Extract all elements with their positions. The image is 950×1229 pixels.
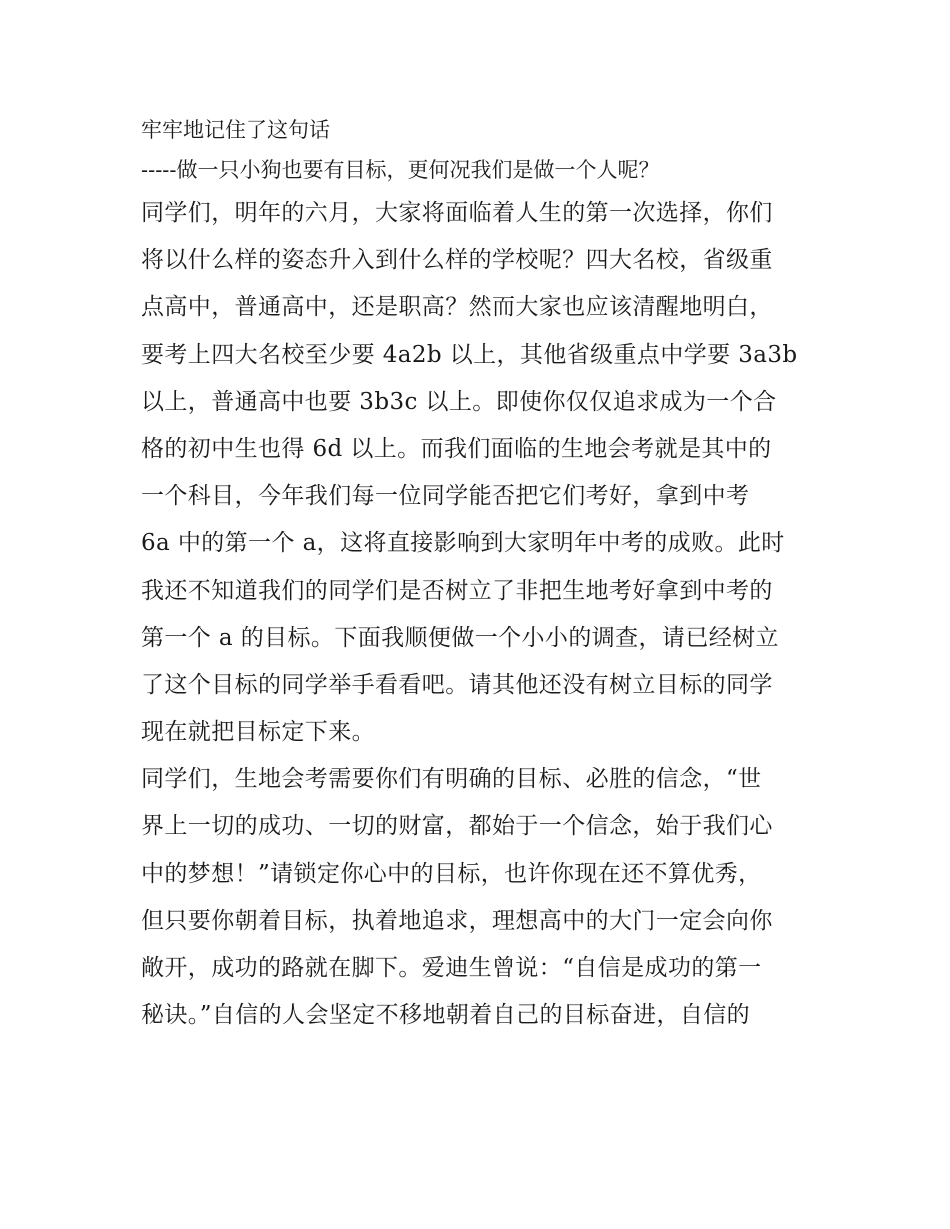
text-line: 点高中，普通高中，还是职高？然而大家也应该清醒地明白，: [141, 294, 773, 321]
text-line: 同学们，明年的六月，大家将面临着人生的第一次选择，你们: [141, 200, 773, 226]
paragraph: [141, 190, 821, 756]
text-line: 第一个 a 的目标。下面我顺便做一个小小的调查，请已经树立: [141, 624, 779, 651]
text-line: 格的初中生也得 6d 以上。而我们面临的生地会考就是其中的: [141, 435, 772, 462]
text-line: 中的梦想！”请锁定你心中的目标，也许你现在还不算优秀，: [141, 860, 762, 887]
text-line: 要考上四大名校至少要 4a2b 以上，其他省级重点中学要 3a3b: [141, 341, 798, 368]
text-line: 牢牢地记住了这句话: [141, 118, 330, 142]
text-line: 将以什么样的姿态升入到什么样的学校呢？四大名校，省级重: [141, 247, 773, 274]
document-body: [141, 110, 821, 1039]
text-line: 秘诀。”自信的人会坚定不移地朝着自己的目标奋进，自信的: [141, 1002, 751, 1029]
text-line: 以上，普通高中也要 3b3c 以上。即使你仅仅追求成为一个合: [141, 388, 777, 415]
text-line: -----做一只小狗也要有目标，更何况我们是做一个人呢？: [141, 158, 660, 182]
paragraph: [141, 756, 821, 1039]
text-line: 了这个目标的同学举手看看吧。请其他还没有树立目标的同学: [141, 671, 773, 698]
text-line: 我还不知道我们的同学们是否树立了非把生地考好拿到中考的: [141, 577, 773, 604]
text-line: 界上一切的成功、一切的财富，都始于一个信念，始于我们心: [141, 813, 773, 840]
text-line: 现在就把目标定下来。: [141, 719, 375, 746]
text-line: 一个科目，今年我们每一位同学能否把它们考好，拿到中考: [141, 483, 750, 510]
text-line: 6a 中的第一个 a，这将直接影响到大家明年中考的成败。此时: [141, 530, 785, 557]
text-line: 但只要你朝着目标，执着地追求，理想高中的大门一定会向你: [141, 907, 773, 934]
text-line: 同学们，生地会考需要你们有明确的目标、必胜的信念，“世: [141, 766, 762, 793]
text-line: 敞开，成功的路就在脚下。爱迪生曾说：“自信是成功的第一: [141, 955, 762, 981]
